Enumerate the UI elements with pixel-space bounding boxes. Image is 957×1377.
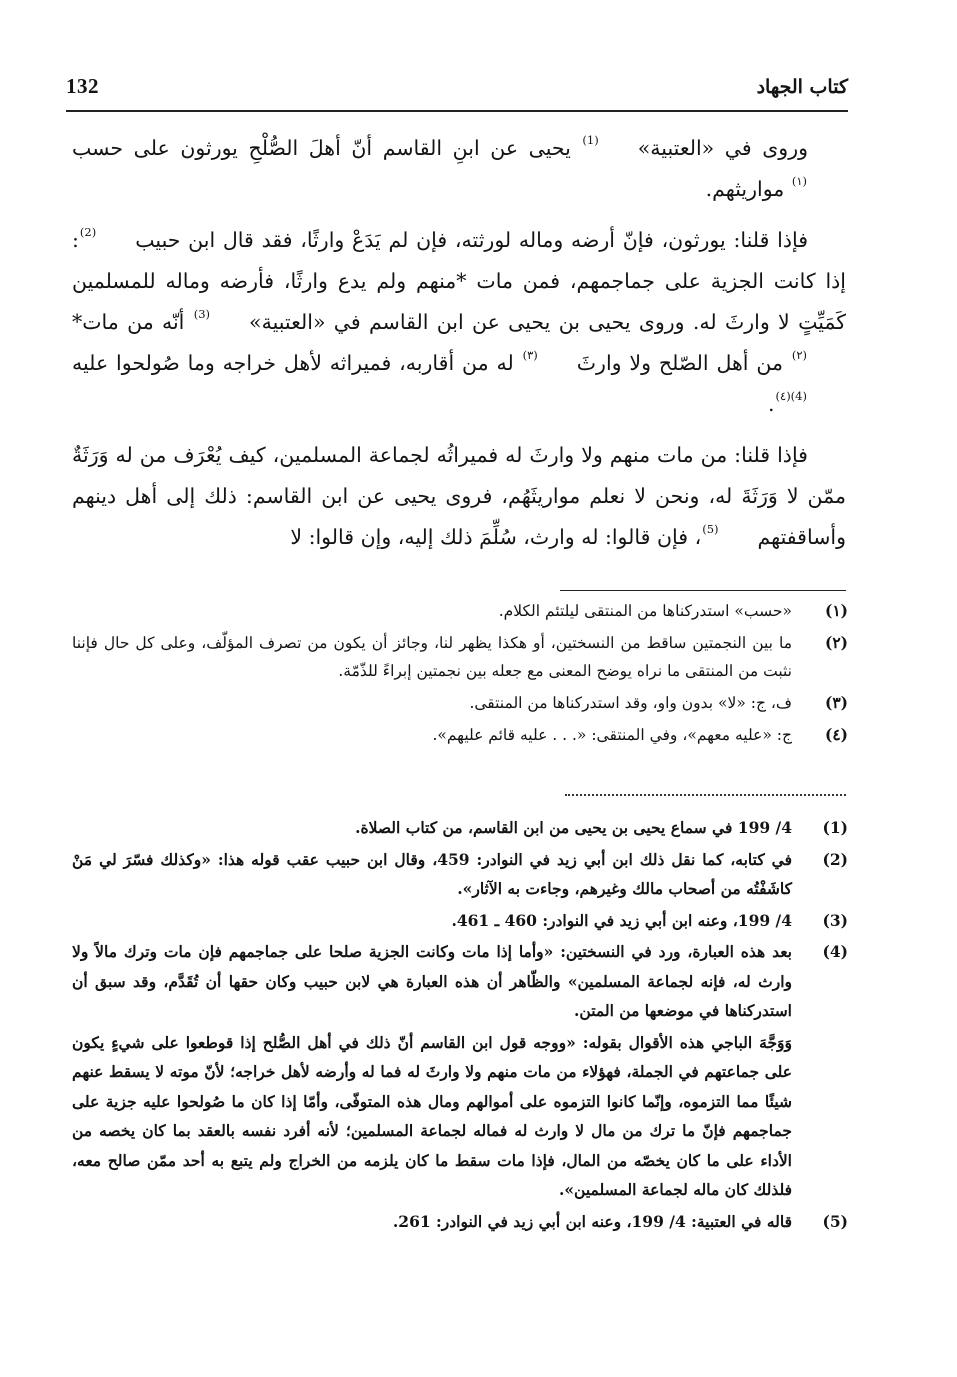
footnote-ref[interactable]: (٣)	[522, 348, 538, 362]
footnote	[72, 721, 848, 749]
footnote	[72, 813, 848, 843]
footnote-text: «حسب» استدركناها من المنتقى ليلتئم الكلام.	[498, 602, 792, 620]
paragraph-text: : إذا كانت الجزية على جماجمهم، فمن مات *منهم ولم يدع وارثًا، فأرضه وماله للمسلمين كَمَيِّتٍ لا وارثَ له. وروى يحيى بن يحيى عن ابن القاسم في «العتبية»	[72, 228, 846, 334]
dotted-separator	[565, 794, 846, 796]
footnote-ref[interactable]: (2)	[79, 225, 97, 239]
footnote-ref[interactable]: (4)(٤)	[775, 389, 807, 403]
footnote-text: بعد هذه العبارة، ورد في النسختين: «وأما إذا مات وكانت الجزية صلحا على جماجمهم فإن مات وترك مالاً ولا وارث له، فإنه لجماعة المسلمين» والظّاهر أن هذه العبارة هي لابن حبيب وكان حقها أن تُقَدَّم، وقد سبق أن استدركناها في موضعها من المتن.	[72, 942, 792, 1020]
footnote	[72, 937, 848, 1026]
footnote-number: (٣)	[824, 693, 848, 712]
footnote-text: قاله في العتبية: 4/ 199، وعنه ابن أبي زيد في النوادر: 261.	[392, 1211, 792, 1231]
paragraph-1	[72, 128, 846, 210]
footnote	[72, 629, 848, 685]
footnote-text: ما بين النجمتين ساقط من النسختين، أو هكذا يظهر لنا، وجائز أن يكون من تصرف المؤلّف، وعلى كل حال فإننا نثبت من المنتقى ما نراه يوضح المعنى مع جعله بين نجمتين إبراءً للذّمّة.	[72, 634, 792, 680]
footnote-ref[interactable]: (٢)	[791, 348, 808, 362]
paragraph-text: مواريثهم.	[705, 177, 791, 201]
source-footnotes	[72, 813, 848, 1238]
footnote-number: (2)	[822, 849, 848, 869]
page-number: 132	[66, 74, 99, 98]
footnote	[72, 845, 848, 904]
footnote	[72, 1207, 848, 1237]
paragraph-text: ، فإن قالوا: له وارث، سُلِّمَ ذلك إليه، وإن قالوا: لا	[290, 525, 702, 549]
footnote-number: (3)	[822, 910, 848, 930]
footnote-number: (4)	[822, 942, 848, 961]
footnote-number: (٢)	[824, 633, 848, 652]
paragraph-text: من أهل الصّلح ولا وارثَ	[576, 351, 791, 375]
footnote-number: (1)	[822, 818, 848, 837]
running-title: كتاب الجهاد	[756, 76, 848, 98]
footnote-number: (٤)	[824, 725, 848, 744]
footnote-separator	[560, 590, 846, 591]
paragraph-text: وروى في «العتبية»	[637, 136, 808, 160]
paragraph-3	[72, 435, 846, 558]
footnote-text: في كتابه، كما نقل ذلك ابن أبي زيد في النوادر: 459، وقال ابن حبيب عقب قوله هذا: «وكذلك فسّرَ لي مَنْ كاشَفْتُه من أصحاب مالك وغيرهم، وجاءت به الآثار».	[72, 849, 792, 898]
footnote-number: (5)	[822, 1211, 848, 1231]
paragraph-text: .	[767, 392, 775, 416]
footnote-ref[interactable]: (1)	[582, 133, 599, 147]
paragraph-text: فإذا قلنا: يورثون، فإنّ أرضه وماله لورثته، فإن لم يَدَعْ وارثًا، فقد قال ابن حبيب	[135, 228, 808, 252]
footnote-continuation: وَوَجَّهَ الباجي هذه الأقوال بقوله: «ووجه قول ابن القاسم أنّ ذلك في أهل الصُّلح إذا قوطعوا على شيءٍ يكون على جماعتهم في الجملة، فهؤلاء من مات منهم ولا وارثَ له فما له وأرضه لأهل خراجه؛ لأنّ موته لا يسقط عنهم شيئًا مما التزموه، وإنّما كانوا التزموه على أموالهم ومال هذه المتوفّى، وأمّا إذا كان ما صُولحوا عليه جزية على جماجمهم فإنّ ما ترك من مال لا وارث له فماله لجماعة المسلمين؛ لأنه أفرد نفسه بالعقد بما كان يخصه من الأداء على ما كان يخصّه من المال، فإذا مات سقط ما كان يلزمه من الخراج ولم يتبع به أحد ممّن صالح معه، فلذلك كان ماله لجماعة المسلمين».	[72, 1032, 792, 1199]
editor-footnotes	[72, 597, 848, 753]
footnote-ref[interactable]: (١)	[791, 174, 807, 188]
paragraph-text: له من أقاربه، فميراثه لأهل خراجه وما صُولحوا عليه	[72, 351, 522, 375]
footnote-text: ج: «عليه معهم»، وفي المنتقى: «. . . عليه قائم عليهم».	[432, 726, 792, 744]
footnote-ref[interactable]: (5)	[702, 522, 719, 536]
header-rule	[66, 110, 848, 112]
paragraph-text: أنّه من مات*	[72, 310, 193, 334]
footnote	[72, 597, 848, 625]
main-text	[72, 128, 846, 568]
paragraph-text: فإذا قلنا: من مات منهم ولا وارثَ له فميراثُه لجماعة المسلمين، كيف يُعْرَف من له وَرَثَةٌ ممّن لا وَرَثَةَ له، ونحن لا نعلم مواريثَهُم، فروى يحيى عن ابن القاسم: ذلك إلى أهل دينهم وأساقفتهم	[72, 443, 846, 549]
paragraph-text: يحيى عن ابنِ القاسم أنّ أهلَ الصُّلْحِ يورثون على حسب	[72, 136, 582, 160]
footnote-text: 4/ 199 في سماع يحيى بن يحيى من ابن القاسم، من كتاب الصلاة.	[355, 818, 792, 837]
page-header	[66, 74, 848, 110]
footnote-text: ف، ج: «لا» بدون واو، وقد استدركناها من المنتقى.	[469, 694, 792, 712]
footnote	[72, 906, 848, 936]
footnote	[72, 689, 848, 717]
paragraph-2	[72, 220, 846, 425]
footnote-number: (١)	[824, 601, 848, 620]
footnote-text: 4/ 199، وعنه ابن أبي زيد في النوادر: 460 ـ 461.	[451, 910, 792, 930]
footnote-ref[interactable]: (3)	[193, 307, 211, 321]
